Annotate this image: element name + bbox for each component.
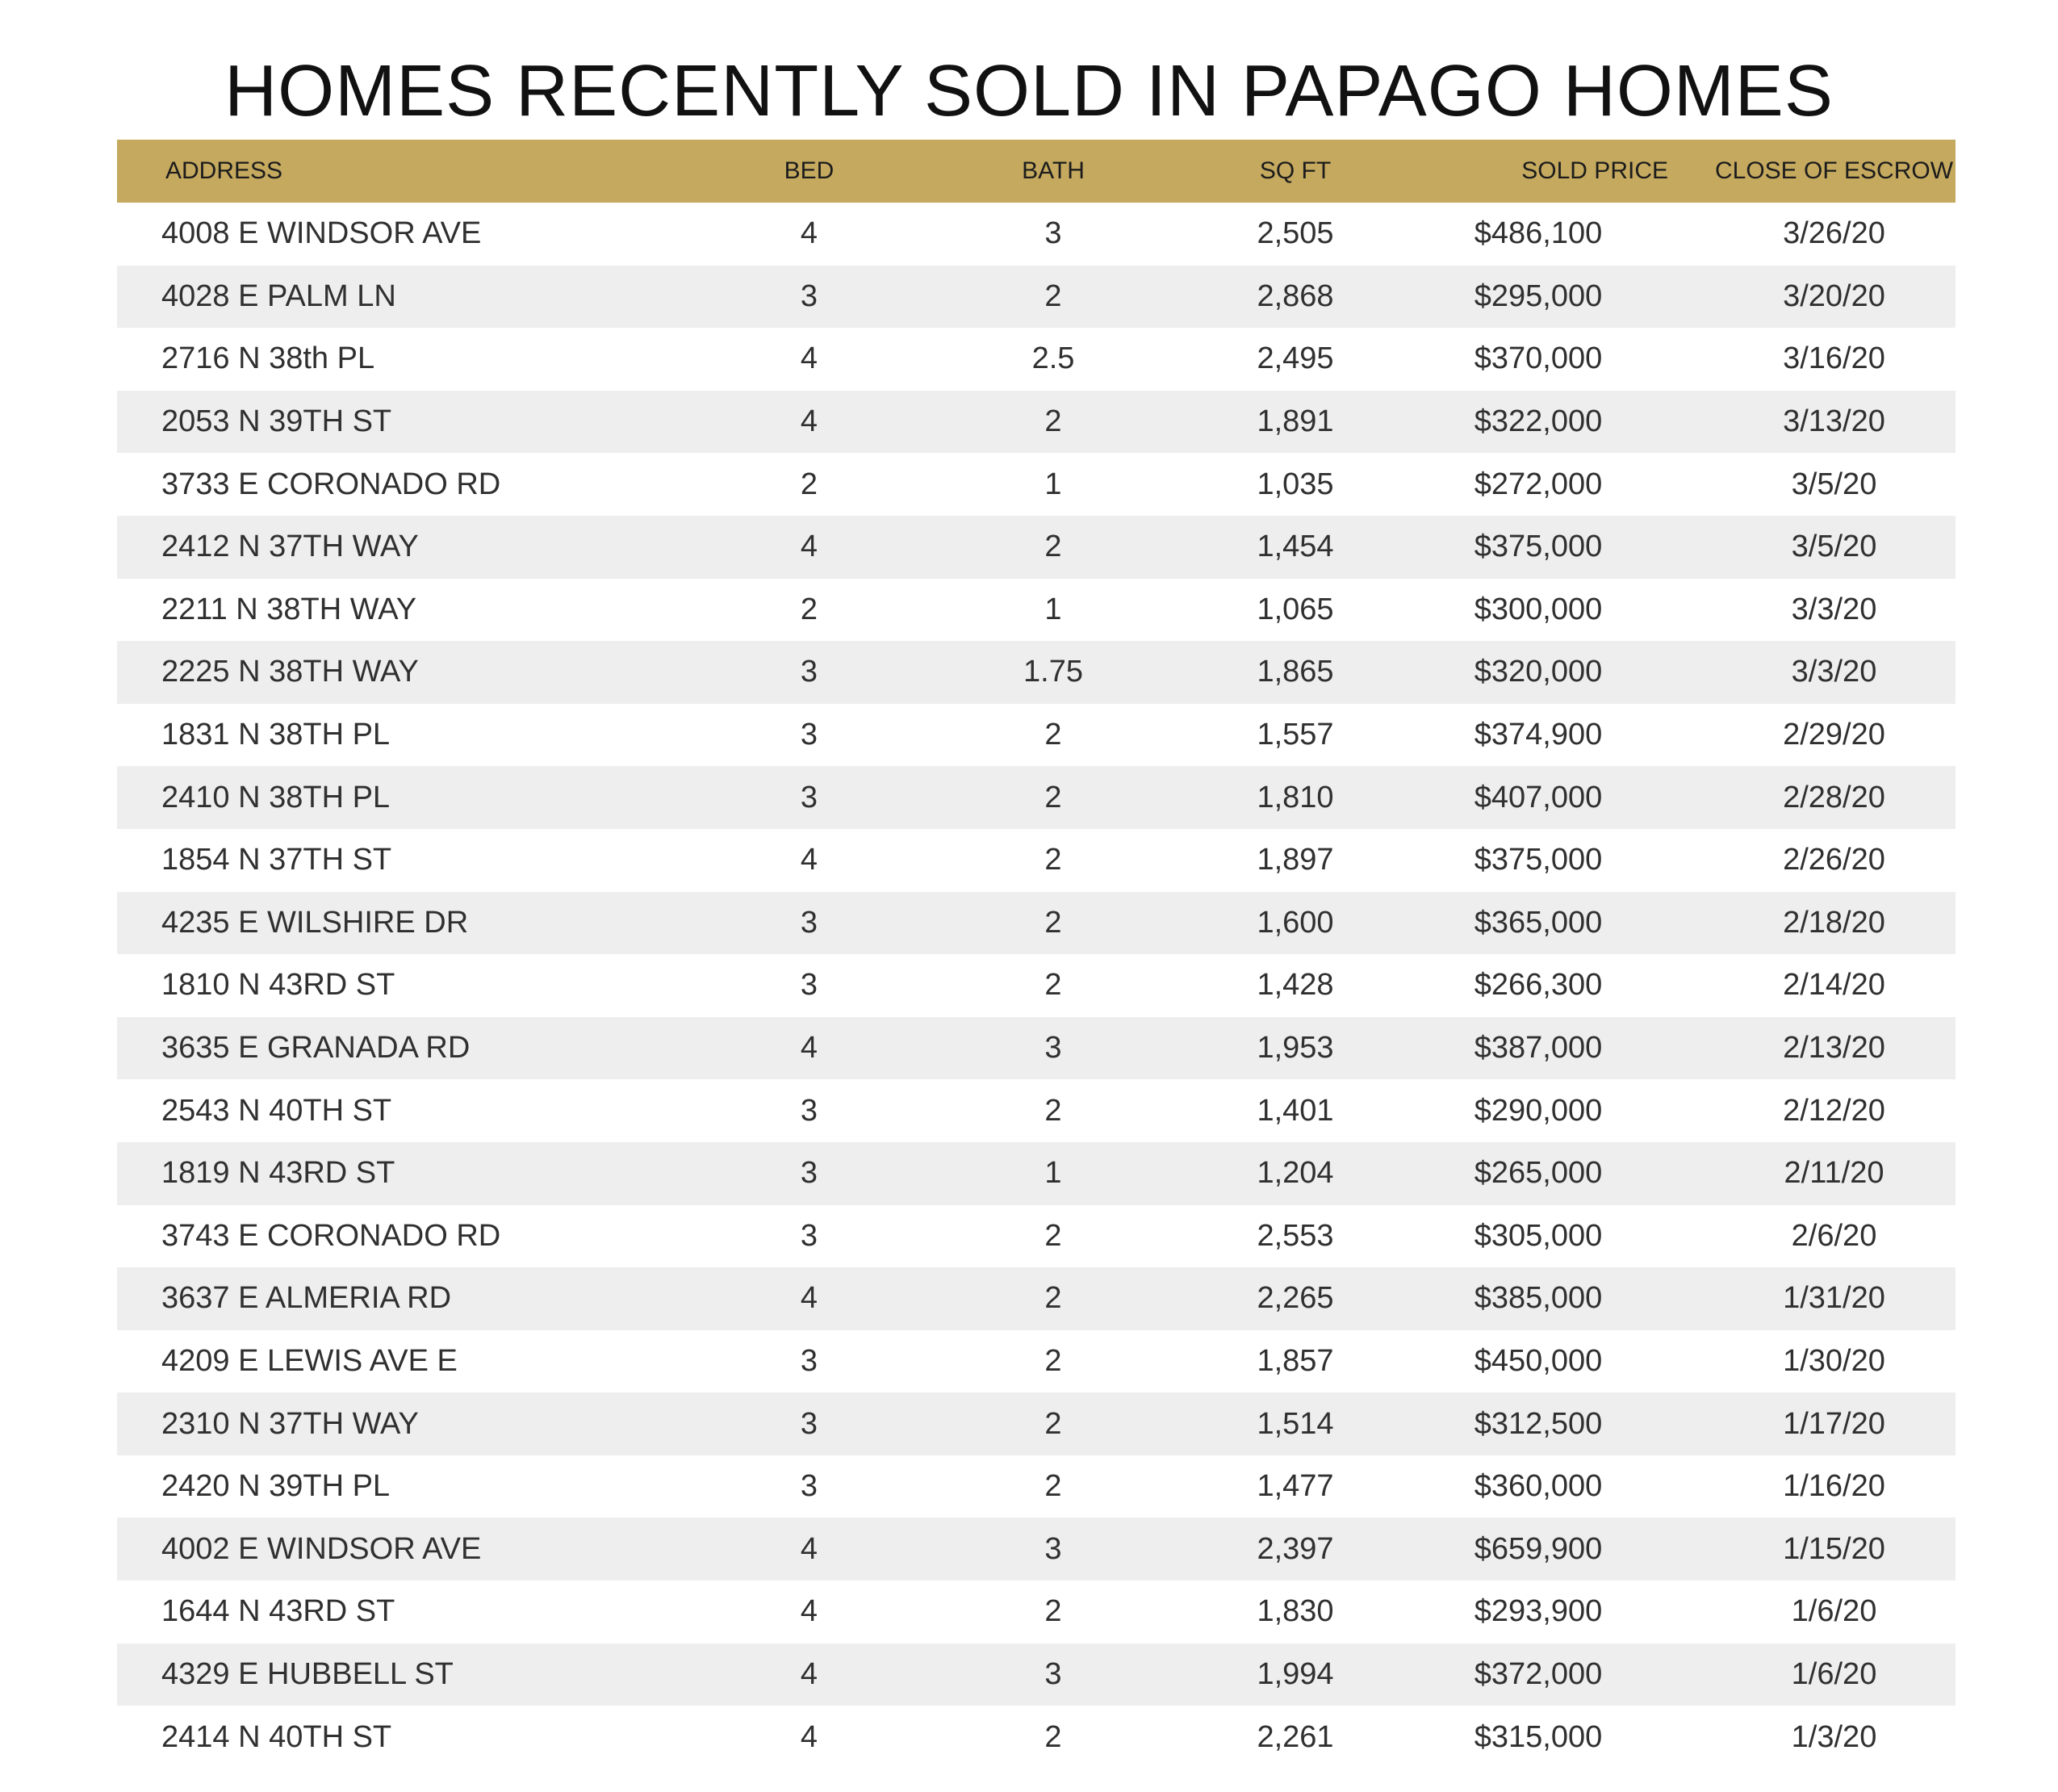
bed-cell: 2: [800, 592, 818, 626]
bed-cell: 4: [800, 1281, 818, 1316]
table-row: [117, 829, 1956, 892]
header-sqft: SQ FT: [1259, 157, 1332, 184]
price-cell: $300,000: [1474, 592, 1603, 626]
bath-cell: 2: [1044, 1469, 1062, 1504]
bath-cell: 3: [1044, 1531, 1062, 1566]
bed-cell: 3: [800, 1406, 818, 1441]
close-of-escrow-cell: 1/15/20: [1783, 1531, 1885, 1566]
address-cell: 1819 N 43RD ST: [161, 1156, 395, 1191]
price-cell: $375,000: [1474, 843, 1603, 877]
sold-homes-table: [117, 140, 1956, 1769]
table-row: [117, 1205, 1956, 1268]
bath-cell: 3: [1044, 1031, 1062, 1066]
price-cell: $407,000: [1474, 780, 1603, 814]
close-of-escrow-cell: 2/14/20: [1783, 968, 1885, 1003]
bath-cell: 2.5: [1031, 341, 1075, 376]
sqft-cell: 1,857: [1257, 1343, 1334, 1378]
close-of-escrow-cell: 3/3/20: [1791, 655, 1877, 689]
bed-cell: 3: [800, 278, 818, 313]
bath-cell: 1.75: [1023, 655, 1083, 689]
sqft-cell: 1,994: [1257, 1656, 1334, 1691]
bed-cell: 4: [800, 530, 818, 564]
close-of-escrow-cell: 1/6/20: [1791, 1594, 1877, 1629]
sqft-cell: 1,204: [1257, 1156, 1334, 1191]
sqft-cell: 2,868: [1257, 278, 1334, 313]
price-cell: $387,000: [1474, 1031, 1603, 1066]
price-cell: $385,000: [1474, 1281, 1603, 1316]
address-cell: 2420 N 39TH PL: [161, 1469, 391, 1504]
address-cell: 3743 E CORONADO RD: [161, 1218, 501, 1253]
header-bed: BED: [784, 157, 834, 184]
header-bath: BATH: [1022, 157, 1085, 184]
bath-cell: 2: [1044, 1343, 1062, 1378]
sqft-cell: 2,265: [1257, 1281, 1334, 1316]
table-row: [117, 1142, 1956, 1205]
sqft-cell: 1,035: [1257, 467, 1334, 501]
table-row: [117, 328, 1956, 391]
sqft-cell: 1,401: [1257, 1093, 1334, 1128]
price-cell: $312,500: [1474, 1406, 1603, 1441]
sqft-cell: 1,953: [1257, 1031, 1334, 1066]
bath-cell: 2: [1044, 530, 1062, 564]
bath-cell: 1: [1044, 467, 1062, 501]
address-cell: 2716 N 38th PL: [161, 341, 375, 376]
header-address: ADDRESS: [165, 157, 283, 184]
price-cell: $293,900: [1474, 1594, 1603, 1629]
price-cell: $374,900: [1474, 718, 1603, 752]
address-cell: 1831 N 38TH PL: [161, 718, 391, 752]
bath-cell: 2: [1044, 1719, 1062, 1754]
address-cell: 2412 N 37TH WAY: [161, 530, 419, 564]
table-row: [117, 203, 1956, 266]
close-of-escrow-cell: 2/11/20: [1784, 1156, 1884, 1191]
sqft-cell: 1,830: [1257, 1594, 1334, 1629]
price-cell: $295,000: [1474, 278, 1603, 313]
bath-cell: 2: [1044, 278, 1062, 313]
address-cell: 4209 E LEWIS AVE E: [161, 1343, 458, 1378]
price-cell: $450,000: [1474, 1343, 1603, 1378]
header-price: SOLD PRICE: [1521, 157, 1668, 184]
close-of-escrow-cell: 2/29/20: [1783, 718, 1885, 752]
address-cell: 2211 N 38TH WAY: [161, 592, 417, 626]
sqft-cell: 1,454: [1257, 530, 1334, 564]
close-of-escrow-cell: 1/17/20: [1783, 1406, 1885, 1441]
sqft-cell: 1,557: [1257, 718, 1334, 752]
bed-cell: 2: [800, 467, 818, 501]
bath-cell: 2: [1044, 1594, 1062, 1629]
bath-cell: 2: [1044, 1281, 1062, 1316]
sqft-cell: 1,897: [1257, 843, 1334, 877]
bath-cell: 2: [1044, 1218, 1062, 1253]
bed-cell: 3: [800, 905, 818, 940]
table-row: [117, 1455, 1956, 1518]
address-cell: 2053 N 39TH ST: [161, 404, 392, 439]
bed-cell: 4: [800, 843, 818, 877]
price-cell: $360,000: [1474, 1469, 1603, 1504]
sqft-cell: 2,495: [1257, 341, 1334, 376]
address-cell: 2414 N 40TH ST: [161, 1719, 392, 1754]
sqft-cell: 1,600: [1257, 905, 1334, 940]
price-cell: $486,100: [1474, 216, 1603, 251]
sqft-cell: 1,514: [1257, 1406, 1334, 1441]
bed-cell: 3: [800, 1469, 818, 1504]
close-of-escrow-cell: 2/6/20: [1791, 1218, 1877, 1253]
bed-cell: 4: [800, 1719, 818, 1754]
table-row: [117, 1518, 1956, 1581]
bath-cell: 2: [1044, 1093, 1062, 1128]
bed-cell: 4: [800, 1656, 818, 1691]
header-close-of-escrow: CLOSE OF ESCROW: [1714, 157, 1954, 184]
address-cell: 1644 N 43RD ST: [161, 1594, 395, 1629]
table-row: [117, 641, 1956, 704]
sqft-cell: 1,865: [1257, 655, 1334, 689]
close-of-escrow-cell: 3/20/20: [1783, 278, 1885, 313]
bed-cell: 3: [800, 968, 818, 1003]
table-row: [117, 1643, 1956, 1706]
bed-cell: 3: [800, 1343, 818, 1378]
address-cell: 4002 E WINDSOR AVE: [161, 1531, 482, 1566]
table-row: [117, 453, 1956, 516]
bath-cell: 2: [1044, 1406, 1062, 1441]
table-row: [117, 1392, 1956, 1455]
bed-cell: 3: [800, 1093, 818, 1128]
table-row: [117, 954, 1956, 1017]
address-cell: 2543 N 40TH ST: [161, 1093, 392, 1128]
bath-cell: 2: [1044, 718, 1062, 752]
address-cell: 1854 N 37TH ST: [161, 843, 392, 877]
price-cell: $365,000: [1474, 905, 1603, 940]
table-row: [117, 1330, 1956, 1393]
table-row: [117, 516, 1956, 579]
price-cell: $265,000: [1474, 1156, 1603, 1191]
bath-cell: 1: [1044, 592, 1062, 626]
bed-cell: 4: [800, 1594, 818, 1629]
bed-cell: 3: [800, 1156, 818, 1191]
bed-cell: 3: [800, 780, 818, 814]
address-cell: 2225 N 38TH WAY: [161, 655, 419, 689]
bath-cell: 3: [1044, 1656, 1062, 1691]
table-row: [117, 1706, 1956, 1769]
close-of-escrow-cell: 3/16/20: [1783, 341, 1885, 376]
close-of-escrow-cell: 1/3/20: [1791, 1719, 1877, 1754]
close-of-escrow-cell: 2/18/20: [1783, 905, 1885, 940]
close-of-escrow-cell: 2/28/20: [1783, 780, 1885, 814]
bed-cell: 3: [800, 718, 818, 752]
table-row: [117, 766, 1956, 829]
page-title: HOMES RECENTLY SOLD IN PAPAGO HOMES: [224, 51, 1834, 132]
close-of-escrow-cell: 3/3/20: [1791, 592, 1877, 626]
table-row: [117, 1017, 1956, 1080]
address-cell: 3637 E ALMERIA RD: [161, 1281, 452, 1316]
address-cell: 4028 E PALM LN: [161, 278, 396, 313]
price-cell: $320,000: [1474, 655, 1603, 689]
bath-cell: 1: [1044, 1156, 1062, 1191]
address-cell: 2410 N 38TH PL: [161, 780, 391, 814]
table-row: [117, 579, 1956, 642]
table-row: [117, 1267, 1956, 1330]
sqft-cell: 1,428: [1257, 968, 1334, 1003]
sqft-cell: 1,065: [1257, 592, 1334, 626]
table-row: [117, 1079, 1956, 1142]
close-of-escrow-cell: 1/30/20: [1783, 1343, 1885, 1378]
close-of-escrow-cell: 3/5/20: [1791, 530, 1877, 564]
close-of-escrow-cell: 1/6/20: [1791, 1656, 1877, 1691]
bath-cell: 2: [1044, 968, 1062, 1003]
bed-cell: 3: [800, 655, 818, 689]
address-cell: 1810 N 43RD ST: [161, 968, 395, 1003]
sqft-cell: 1,477: [1257, 1469, 1334, 1504]
price-cell: $375,000: [1474, 530, 1603, 564]
bed-cell: 4: [800, 1031, 818, 1066]
close-of-escrow-cell: 3/13/20: [1783, 404, 1885, 439]
price-cell: $305,000: [1474, 1218, 1603, 1253]
price-cell: $370,000: [1474, 341, 1603, 376]
bath-cell: 2: [1044, 843, 1062, 877]
price-cell: $315,000: [1474, 1719, 1603, 1754]
price-cell: $266,300: [1474, 968, 1603, 1003]
table-body: [117, 203, 1956, 1769]
sqft-cell: 2,261: [1257, 1719, 1334, 1754]
sqft-cell: 2,553: [1257, 1218, 1334, 1253]
close-of-escrow-cell: 1/16/20: [1783, 1469, 1885, 1504]
bath-cell: 2: [1044, 780, 1062, 814]
address-cell: 3733 E CORONADO RD: [161, 467, 501, 501]
table-header-row: [117, 140, 1956, 203]
bath-cell: 3: [1044, 216, 1062, 251]
sqft-cell: 1,810: [1257, 780, 1334, 814]
sqft-cell: 2,505: [1257, 216, 1334, 251]
bed-cell: 4: [800, 1531, 818, 1566]
bed-cell: 4: [800, 404, 818, 439]
address-cell: 4329 E HUBBELL ST: [161, 1656, 454, 1691]
close-of-escrow-cell: 1/31/20: [1783, 1281, 1885, 1316]
price-cell: $290,000: [1474, 1093, 1603, 1128]
table-row: [117, 704, 1956, 767]
price-cell: $322,000: [1474, 404, 1603, 439]
close-of-escrow-cell: 3/26/20: [1783, 216, 1885, 251]
address-cell: 4008 E WINDSOR AVE: [161, 216, 482, 251]
close-of-escrow-cell: 2/13/20: [1783, 1031, 1885, 1066]
bed-cell: 3: [800, 1218, 818, 1253]
close-of-escrow-cell: 2/12/20: [1783, 1093, 1885, 1128]
address-cell: 3635 E GRANADA RD: [161, 1031, 471, 1066]
sqft-cell: 1,891: [1257, 404, 1334, 439]
table-row: [117, 391, 1956, 454]
price-cell: $272,000: [1474, 467, 1603, 501]
price-cell: $659,900: [1474, 1531, 1603, 1566]
address-cell: 2310 N 37TH WAY: [161, 1406, 419, 1441]
close-of-escrow-cell: 2/26/20: [1783, 843, 1885, 877]
address-cell: 4235 E WILSHIRE DR: [161, 905, 469, 940]
table-row: [117, 1581, 1956, 1643]
close-of-escrow-cell: 3/5/20: [1791, 467, 1877, 501]
table-row: [117, 892, 1956, 955]
bed-cell: 4: [800, 216, 818, 251]
bed-cell: 4: [800, 341, 818, 376]
bath-cell: 2: [1044, 404, 1062, 439]
sqft-cell: 2,397: [1257, 1531, 1334, 1566]
bath-cell: 2: [1044, 905, 1062, 940]
table-row: [117, 266, 1956, 329]
price-cell: $372,000: [1474, 1656, 1603, 1691]
